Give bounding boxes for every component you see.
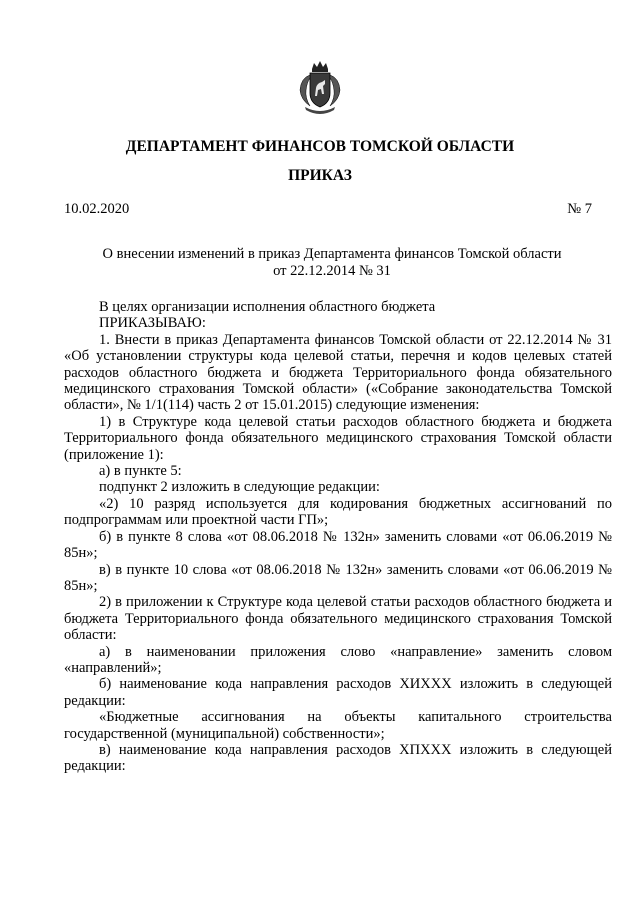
coat-of-arms-icon <box>297 60 343 116</box>
paragraph: 1. Внести в приказ Департамента финансов Томской области от 22.12.2014 № 31 «Об установлении структуры кода целевой статьи, перечня и кодов целевых статей расходов областного бюджета и бюджета Территориального фонда обязательного медицинского страхования Томской области» («Собрание законодательства Томской области», № 1/1(114) часть 2 от 15.01.2015) следующие изменения: <box>64 331 612 414</box>
paragraph: 1) в Структуре кода целевой статьи расходов областного бюджета и бюджета Территориального фонда обязательного медицинского страхования Томской области (приложение 1): <box>64 413 612 463</box>
document-date: 10.02.2020 <box>64 201 130 217</box>
paragraph: подпункт 2 изложить в следующие редакции: <box>99 479 380 496</box>
paragraph: б) в пункте 8 слова «от 08.06.2018 № 132н» заменить словами «от 06.06.2019 № 85н»; <box>64 528 612 562</box>
paragraph: а) в пункте 5: <box>99 463 182 480</box>
department-title: ДЕПАРТАМЕНТ ФИНАНСОВ ТОМСКОЙ ОБЛАСТИ <box>125 138 515 155</box>
subject-line-2: от 22.12.2014 № 31 <box>273 263 391 279</box>
document-subject <box>64 246 600 280</box>
paragraph: «Бюджетные ассигнования на объекты капитального строительства государственной (муниципальной) собственности»; <box>64 709 612 742</box>
paragraph: В целях организации исполнения областного бюджета <box>99 299 436 315</box>
paragraph: в) в пункте 10 слова «от 08.06.2018 № 132н» заменить словами «от 06.06.2019 № 85н»; <box>64 561 612 594</box>
document-body <box>64 299 612 775</box>
paragraph: а) в наименовании приложения слово «направление» заменить словом «направлений»; <box>64 643 612 676</box>
document-number: № 7 <box>567 201 592 217</box>
document-type: ПРИКАЗ <box>288 167 352 184</box>
paragraph: б) наименование кода направления расходов ХИХХХ изложить в следующей редакции: <box>64 676 612 709</box>
paragraph: ПРИКАЗЫВАЮ: <box>99 315 206 332</box>
paragraph: в) наименование кода направления расходов ХПХХХ изложить в следующей редакции: <box>64 741 612 775</box>
paragraph: «2) 10 разряд используется для кодирования бюджетных ассигнований по подпрограммам или проектной части ГП»; <box>64 495 612 529</box>
paragraph: 2) в приложении к Структуре кода целевой статьи расходов областного бюджета и бюджета Территориального фонда обязательного медицинского страхования Томской области: <box>64 594 612 644</box>
subject-line-1: О внесении изменений в приказ Департамента финансов Томской области <box>102 246 562 262</box>
